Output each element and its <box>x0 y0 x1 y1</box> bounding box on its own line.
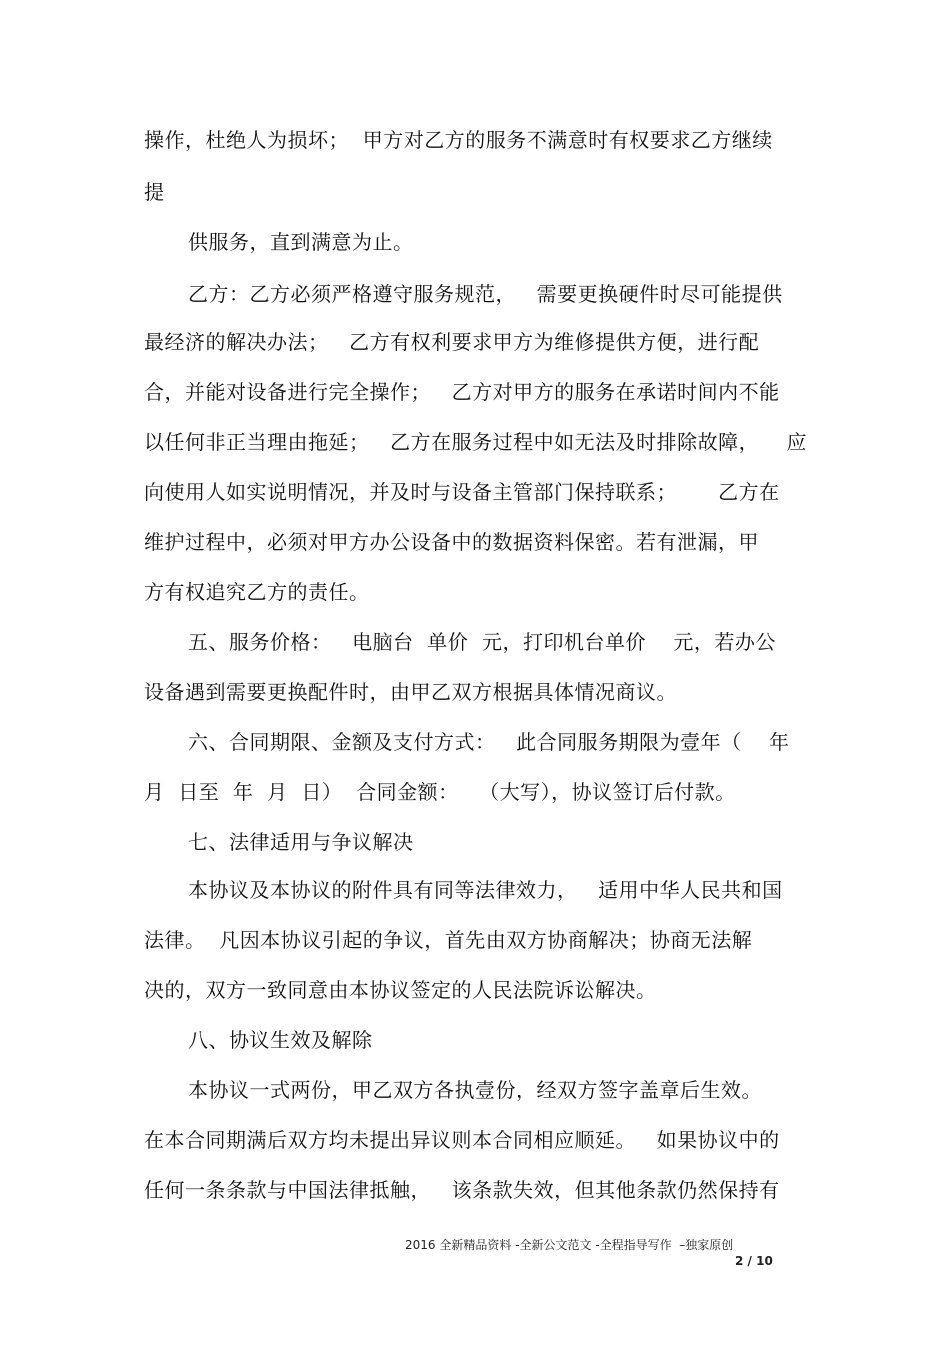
text-line: 本协议一式两份，甲乙双方各执壹份，经双方签字盖章后生效。 <box>188 1078 762 1102</box>
text-line: 合，并能对设备进行完全操作； 乙方对甲方的服务在承诺时间内不能 <box>144 380 780 404</box>
text-line: 操作，杜绝人为损坏； 甲方对乙方的服务不满意时有权要求乙方继续 <box>144 128 773 152</box>
text-line: 法律。 凡因本协议引起的争议，首先由双方协商解决；协商无法解 <box>144 928 753 952</box>
text-line: 提 <box>144 180 165 204</box>
text-line: 以任何非正当理由拖延； 乙方在服务过程中如无法及时排除故障， 应 <box>144 430 808 454</box>
page-number: 2 / 10 <box>735 1254 773 1268</box>
text-line: 向使用人如实说明情况，并及时与设备主管部门保持联系； 乙方在 <box>144 480 780 504</box>
text-line: 最经济的解决办法； 乙方有权利要求甲方为维修提供方便，进行配 <box>144 330 760 354</box>
text-line: 五、服务价格： 电脑台 单价 元，打印机台单价 元，若办公 <box>188 630 776 654</box>
text-line: 六、合同期限、金额及支付方式： 此合同服务期限为壹年（ 年 <box>188 730 790 754</box>
page-footer: 2016 全新精品资料 -全新公文范文 -全程指导写作 –独家原创 <box>405 1238 734 1252</box>
text-line: 七、法律适用与争议解决 <box>188 830 414 854</box>
text-line: 乙方：乙方必须严格遵守服务规范， 需要更换硬件时尽可能提供 <box>188 282 783 306</box>
text-line: 方有权追究乙方的责任。 <box>144 580 370 604</box>
text-line: 八、协议生效及解除 <box>188 1028 373 1052</box>
text-line: 决的，双方一致同意由本协议签定的人民法院诉讼解决。 <box>144 978 657 1002</box>
text-line: 任何一条条款与中国法律抵触， 该条款失效，但其他条款仍然保持有 <box>144 1178 780 1202</box>
text-line: 月 日至 年 月 日） 合同金额： （大写），协议签订后付款。 <box>144 780 736 804</box>
text-line: 本协议及本协议的附件具有同等法律效力， 适用中华人民共和国 <box>188 878 783 902</box>
text-line: 供服务，直到满意为止。 <box>188 230 414 254</box>
text-line: 维护过程中，必须对甲方办公设备中的数据资料保密。若有泄漏，甲 <box>144 530 759 554</box>
text-line: 设备遇到需要更换配件时，由甲乙双方根据具体情况商议。 <box>144 680 677 704</box>
text-line: 在本合同期满后双方均未提出异议则本合同相应顺延。 如果协议中的 <box>144 1128 780 1152</box>
